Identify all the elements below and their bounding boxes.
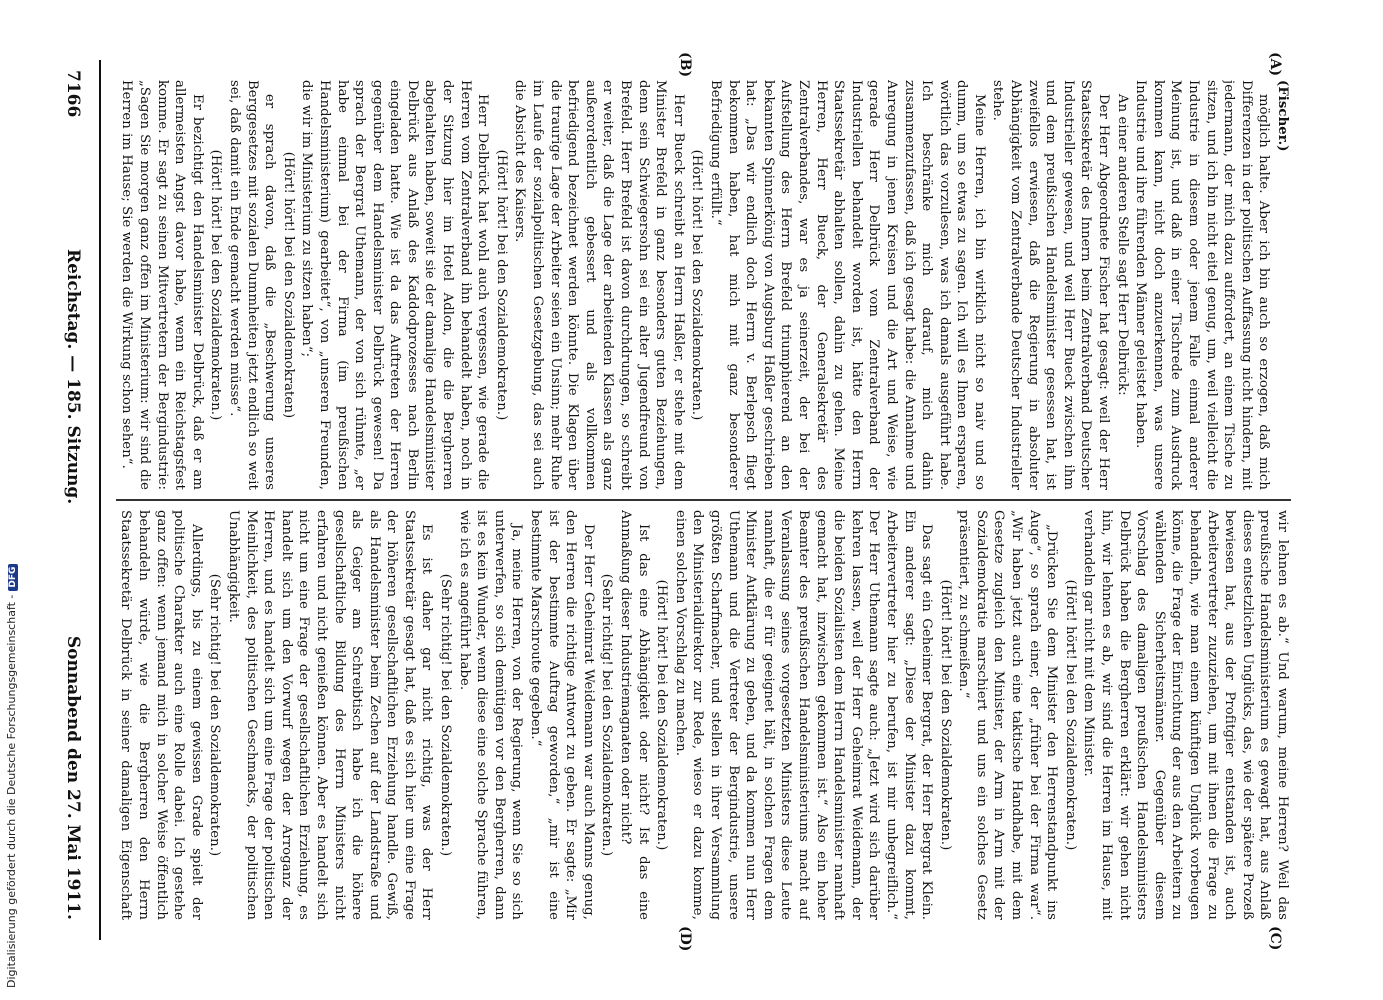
paragraph: (Sehr richtig! bei den Sozialdemokraten.) [438,573,454,857]
digitization-credit [5,564,18,988]
paragraph: (Hört! hört! bei den Sozialdemokraten.) [1062,579,1078,851]
paragraph: (Hört! hört! bei den Sozialdemokraten.) [493,149,509,421]
paragraph: Er bezichtigt den Handelsminister Delbrück, daß er am allermeisten Angst davor habe, wenn ein Reichstagsfest komme. Er sagt zu seinen Mitvertretern der Bergindustrie: „Sagen Sie morgen ganz offen im Ministerium: wir sind die Herren im Hause; Sie werden die Wirkung schon sehen“. [119,80,205,490]
paragraph: wir lehnen es ab.“ Und warum, meine Herren? Weil das preußische Handelsministerium es gewagt hat, aus Anlaß dieses entsetzlichen Unglücks, das, wie der spätere Prozeß bewiesen hat, aus der Profitgier entstanden ist, auch Arbeitervertreter zuzuziehen, um mit ihnen die Frage zu behandeln, wie man einem künftigen Unglück vorbeugen könne, die Frage der Einrichtung der aus den Arbeitern zu wählenden Sicherheitsmänner. Gegenüber diesem Vorschlag des damaligen preußischen Handelsministers Delbrück haben die Bergherren erklärt: wir gehen nicht hin, wir lehnen es ab, wir sind die Herren im Hause, mit verhandeln gar nicht mit dem Minister. [1081,510,1290,920]
paragraph: „Drücken Sie dem Minister den Herrenstandpunkt ins Auge“, so sprach einer, der „früher bei der Firma war“. „Wir haben jetzt auch eine taktische Handhabe, mit dem Gesetze zugleich den Minister, der Arm in Arm mit der Sozialdemokratie marschiert und uns ein solches Gesetz präsentiert, zu schmeißen.“ [956,510,1060,920]
margin-marker-c: (C) [1267,926,1283,951]
left-column [116,80,1291,490]
paragraph: Ist das eine Abhängigkeit oder nicht? Ist das eine Anmaßung dieser Industriemagnaten oder nicht? [618,510,651,920]
paragraph: (Sehr richtig! bei den Sozialdemokraten.) [207,573,223,857]
session-date: Sonnabend den 27. Mai 1911. [63,635,83,920]
paragraph: (Hört! hört! bei den Sozialdemokraten.) [208,149,224,421]
page-header [53,70,93,920]
paragraph: Das sagt ein Geheimer Bergrat, der Herr Bergrat Klein. Ein anderer sagt: „Diese der Minister dazu kommt, Arbeitervertreter hier zu berufen, ist mir unbegreiflich.“ Der Herr Uthemann sagte auch: „Jetzt wird sich darüber kehren lassen, weil der Herr Geheimrat Weidemann, der die beiden Sozialisten dem Herrn Handelsminister namhaft gemacht hat, inzwischen gekommen ist.“ Also ein hoher Beamter des preußischen Handelsministeriums macht auf Veranlassung seines vorgesetzten Ministers diese Leute namhaft, die er für geeignet hält, in solchen Fragen dem Minister Aufklärung zu geben, und da kommen nun Herr Uthemann und die Vertreter der Bergindustrie, unsere größten Scharfmacher, und stellen in ihrer Versammlung den Ministerialdirektor zur Rede, wieso er dazu komme, einen solchen Vorschlag zu machen. [672,510,935,920]
paragraph [116,80,117,490]
paragraph: (Hört! hört! bei den Sozialdemokraten) [280,151,296,419]
paragraph: (Fischer.) [1275,80,1290,152]
paragraph: (Sehr richtig! bei den Sozialdemokraten.) [599,573,615,857]
paragraph: Herr Delbrück hat wohl auch vergessen, wie gerade die Herren vom Zentralverband ihn behandelt haben, noch in der Sitzung hier im Hotel Adlon, die die Bergherren abgehalten haben, soweit sie der damalige Handelsminister Delbrück aus Anlaß des Kaddodprozesses nach Berlin eingeladen hatte. Wie ist da das Auftreten der Herren gegenüber dem Handelsminister Delbrück gewesen! Da sprach der Bergrat Uthemann, der von sich rühmte, „er habe einmal bei der Firma (im preußischen Handelsministerium) gearbeitet“, von „unseren Freunden, die wir im Ministerium zu sitzen haben“; [299,80,491,490]
paragraph: er sprach davon, daß die „Beschwerung unseres Berggesetzes mit sozialen Dummheiten jetzt endlich so weit sei, daß damit ein Ende gemacht werden müsse“. [226,80,278,490]
paragraph: (Hört! hört! bei den Sozialdemokraten.) [937,579,953,851]
page-number: 7166 [63,70,83,118]
paragraph: Der Herr Abgeordnete Fischer hat gesagt: weil der Herr Staatssekretär des Innern beim Zentralverband Deutscher Industrieller gewesen, und weil Herr Bueck zwischen ihm und dem preußischen Handelsminister gesessen hat, ist zweifellos erwiesen, daß die Regierung in absoluter Abhängigkeit vom Zentralverbande Deutscher Industrieller stehe. [990,80,1112,490]
paragraph: Der Herr Geheimrat Weidemann war auch Manns genug, den Herren die richtige Antwort zu geben. Er sagte: „Mir ist der bestimmte Auftrag geworden,“ „mir ist eine bestimmte Marschroute gegeben.“ [528,510,596,920]
paragraph: (Hört! hört! bei den Sozialdemokraten.) [689,149,705,421]
column-divider [116,499,1291,501]
dfg-logo: DFG [8,564,18,591]
paragraph: möglich halte. Aber ich bin auch so erzogen, daß mich Differenzen in der politischen Auffassung nicht hindern, mit jedermann, der mich dazu auffordert, an einem Tische zu sitzen, und ich bin nicht eitel genug, um, weil vielleicht die Industrie in diesem oder jenem Falle einmal anderer Meinung ist, und daß in einer Tischrede zum Ausdruck kommen kann, nicht doch anzuerkennen, was unsere Industrie und ihre führenden Männer geleistet haben. [1133,80,1272,490]
paragraph: Herr Bueck schreibt an Herrn Haßler, er stehe mit dem Minister Brefeld in ganz besonders guten Beziehungen, denn sein Schwiegersohn sei ein alter Jugendfreund von Brefeld. Herr Brefeld ist davon durchdrungen, so schreibt er weiter, daß die Lage der arbeitenden Klassen als ganz außerordentlich gebessert und als vollkommen befriedigend bezeichnet werden könnte. Die Klagen über die traurige Lage der Arbeiter seien ein Unsinn; mehr Ruhe im Laufe der sozialpolitischen Gesetzgebung, das sei auch die Absicht des Kaisers. [512,80,686,490]
credit-text: Digitalisierung gefördert durch die Deutsche Forschungsgemeinschaft - [5,594,18,988]
paragraph: An einer anderen Stelle sagt Herr Delbrück: [1114,94,1130,396]
header-rule [99,60,101,940]
paragraph: Meine Herren, ich bin wirklich nicht so naiv und so dumm, um so etwas zu sagen. Ich will es Ihnen ersparen, wörtlich das vorzulesen, was ich damals ausgeführt habe. Ich beschränke mich darauf, mich dahin zusammenzufassen, daß ich gesagt habe: die Annahme und Anregung in jenen Kreisen und die Art und Weise, wie gerade Herr Delbrück vom Zentralverband der Industriellen behandelt worden ist, hätte den Herrn Staatssekretär abhalten sollen, dahin zu gehen. Meine Herren, Herr Bueck, der Generalsekretär des Zentralverbandes, war es ja seinerzeit, der bei der Aufstellung des Herrn Brefeld triumphierend an den bekannten Spinnerkönig von Augsburg Haßler geschrieben hat: „Das wir endlich doch Herrn v. Berlepsch fliegt bekommen haben, hat mich mit ganz besonderer Befriedigung erfüllt.“ [708,80,987,490]
session-title: Reichstag. — 185. Sitzung. [63,248,83,505]
margin-marker-b: (B) [677,52,693,78]
paragraph: (Hört! hört! bei den Sozialdemokraten.) [654,579,670,851]
margin-marker-d: (D) [677,926,693,952]
right-column [116,510,1291,920]
paragraph: Ja, meine Herren, von der Regierung, wenn Sie so sich unterwerfen, so sich demütigen vor den Bergherren, dann ist es kein Wunder, wenn diese eine solche Sprache führen, wie ich es angeführt habe. [456,510,525,920]
paragraph: Allerdings, bis zu einem gewissen Grade spielt der politische Charakter auch eine Rolle dabei. Ich gestehe ganz offen: wenn jemand mich in solcher Weise öffentlich behandeln würde, wie die Bergherren den Herrn Staatssekretär Delbrück in seiner damaligen Eigenschaft [118,510,204,920]
margin-marker-a: (A) [1267,52,1283,77]
paragraph: Es ist daher gar nicht richtig, was der Herr Staatssekretär gesagt hat, daß es sich hier um eine Frage der höheren gesellschaftlichen Erziehung handle. Gewiß, als Handelsminister beim Zechen auf der Landstraße und als Geiger am Schreibtisch habe ich die höhere gesellschaftliche Bildung des Herrn Ministers nicht erfahren und nicht genießen können. Aber es handelt sich nicht um eine Frage der gesellschaftlichen Erziehung, es handelt sich um den Vorwurf wegen der Arroganz der Herren, und es handelt sich um eine Frage der politischen Meinlichkeit, des politischen Geschmacks, der politischen Unabhängigkeit. [225,510,435,920]
